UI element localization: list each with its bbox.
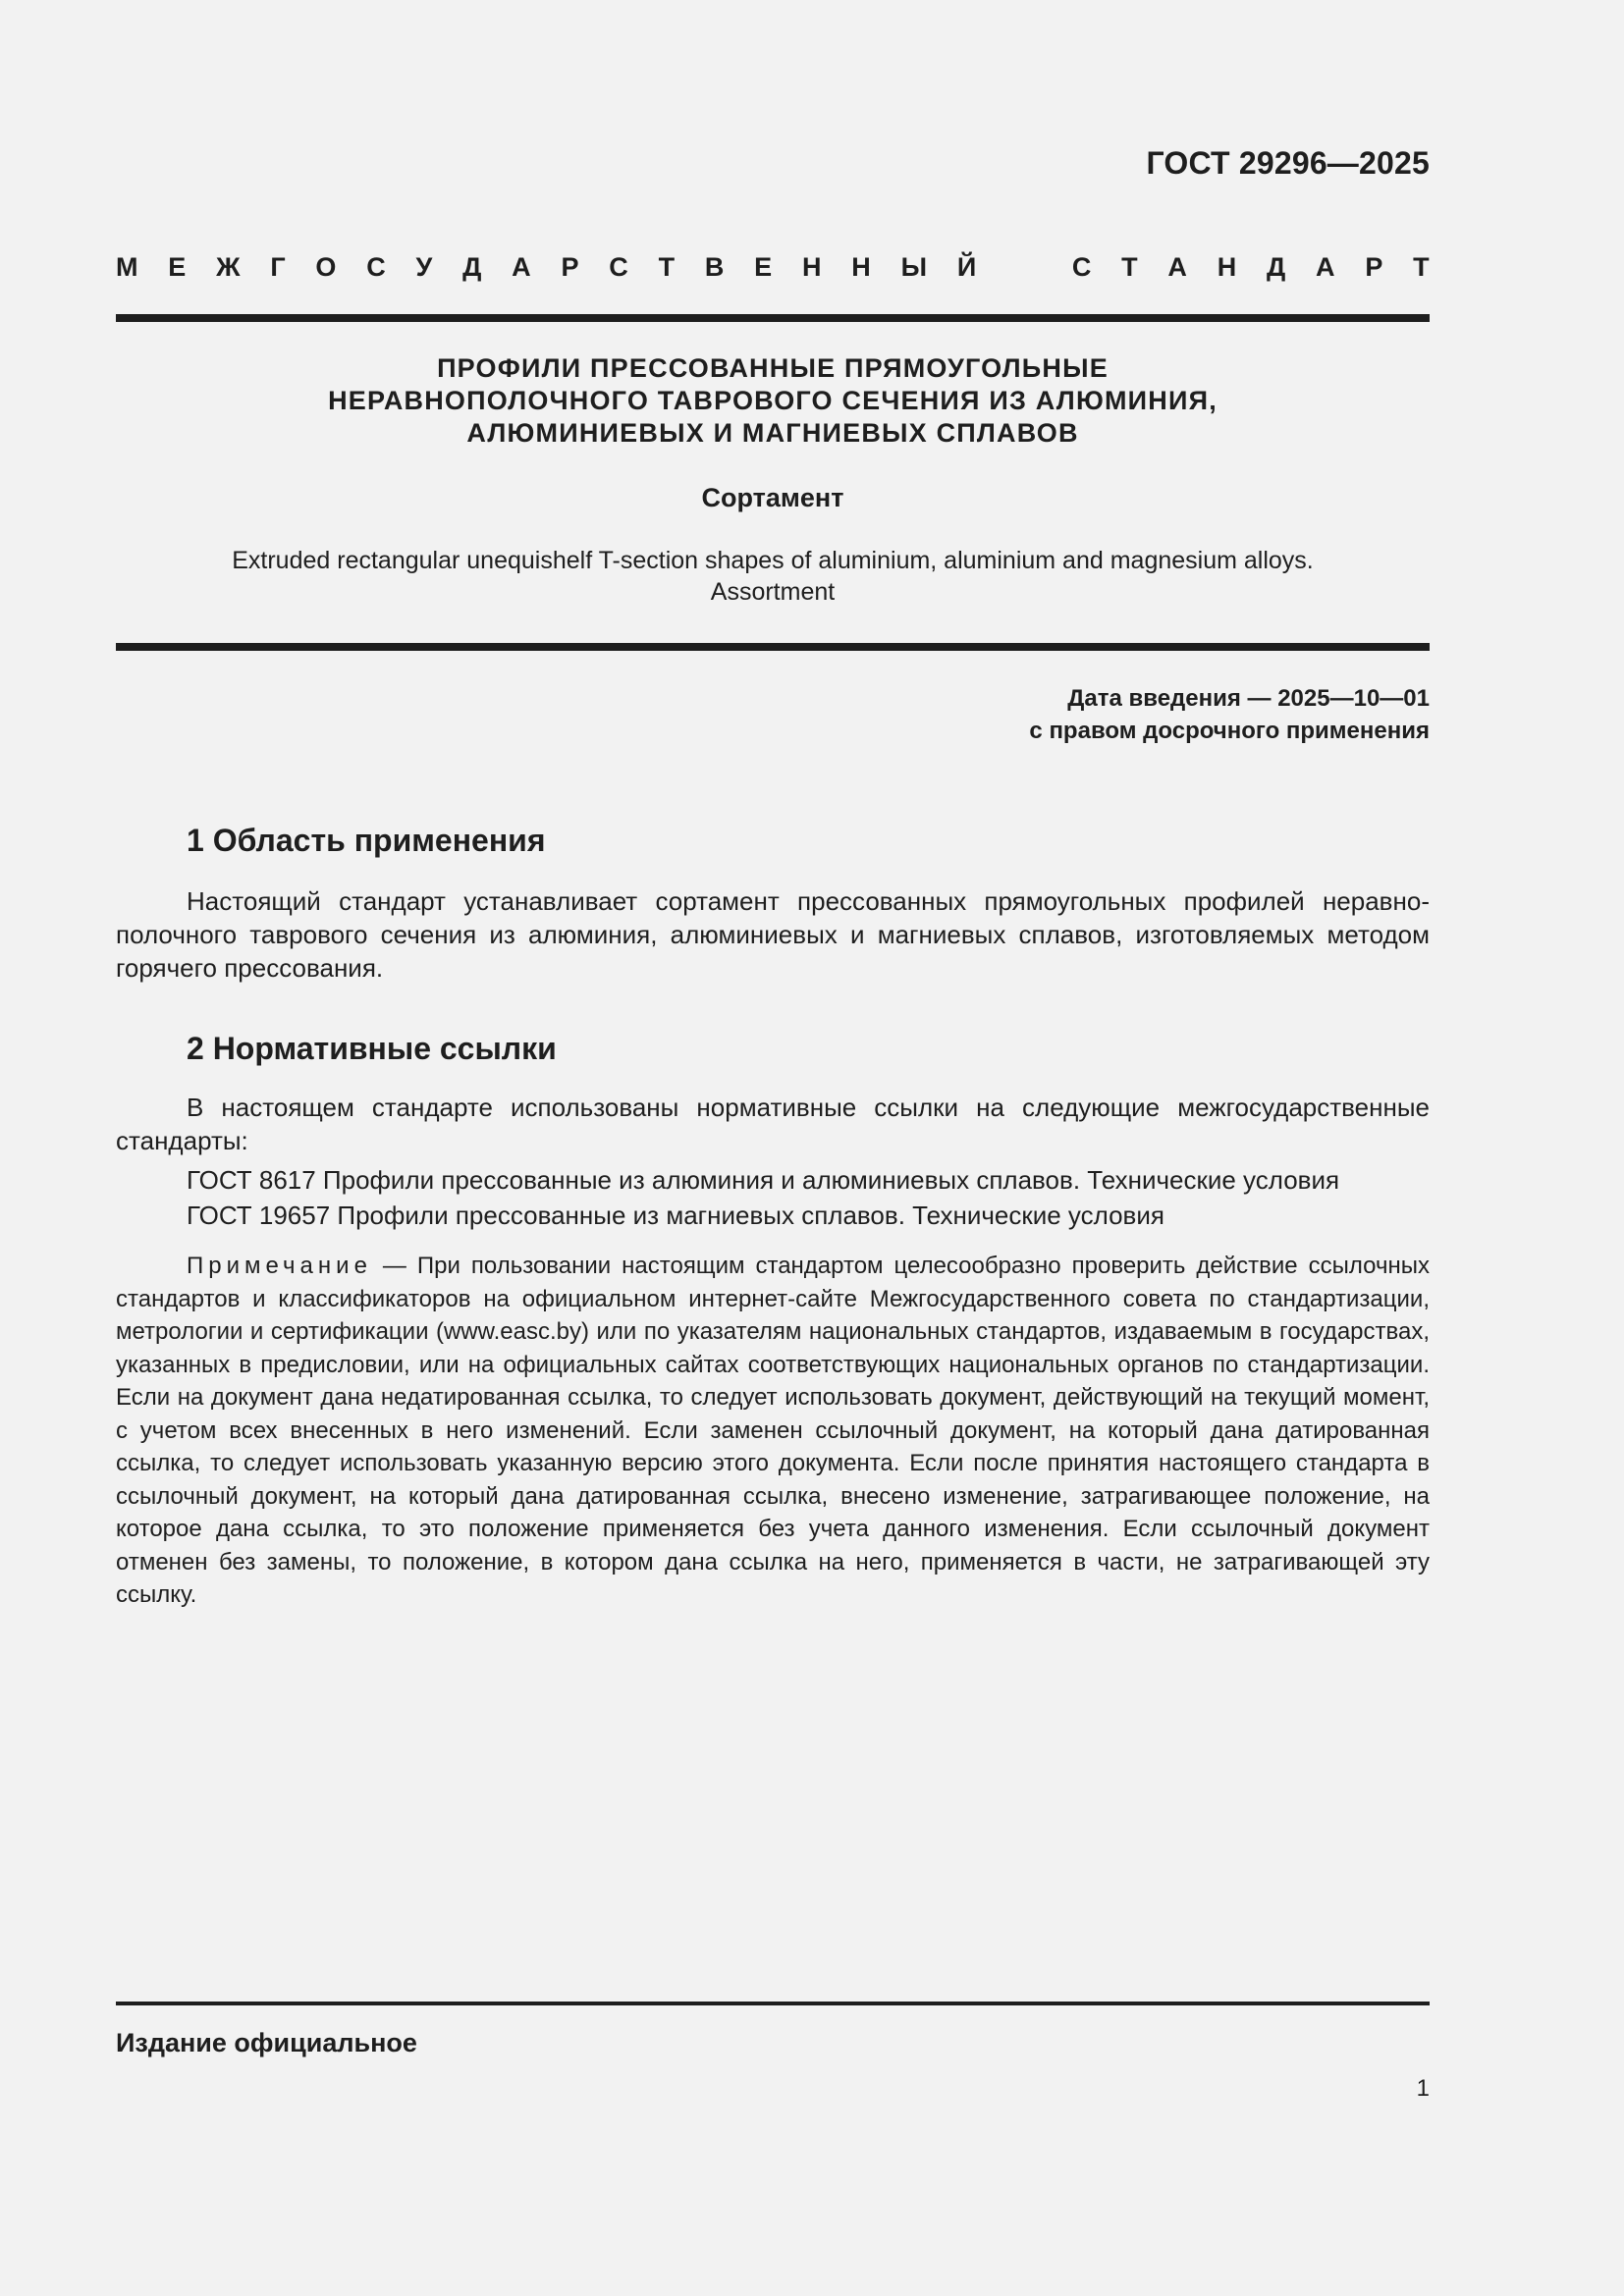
banner-letter: Ы [900,252,928,282]
banner-letter: Н [1217,252,1237,282]
banner-letter: Т [658,252,676,282]
banner-letter: С [1071,252,1092,282]
banner-letter: Р [561,252,579,282]
title-line-1: ПРОФИЛИ ПРЕССОВАННЫЕ ПРЯМОУГОЛЬНЫЕ [437,353,1109,383]
document-title [116,352,1430,450]
banner-letter: С [609,252,628,282]
introduction-date [1029,682,1430,747]
english-title-line-2: Assortment [710,578,836,606]
section-2-text: В настоящем стандарте использованы нормативные ссылки на следующие межгосударственные стандарты: [116,1093,1430,1155]
banner-letter: Т [1121,252,1138,282]
banner-letter: Г [270,252,286,282]
banner-letter: А [1167,252,1187,282]
middle-divider [116,643,1430,651]
document-page [116,0,1430,2296]
section-1-text: Настоящий стандарт устанавливает сортамент прессованных прямоугольных профилей неравнополочного таврового сечения из алюминия, алюминиевых и магниевых сплавов, изготовляемых методом горячего прессования. [116,886,1430,983]
banner-letter: В [704,252,725,282]
page-number: 1 [1416,2075,1430,2102]
title-line-2: НЕРАВНОПОЛОЧНОГО ТАВРОВОГО СЕЧЕНИЯ ИЗ АЛЮМИНИЯ, [328,386,1218,415]
banner-letter: Ж [216,252,241,282]
footer-divider [116,2002,1430,2005]
early-application-line: с правом досрочного применения [1029,718,1430,744]
reference-gost-19657: ГОСТ 19657 Профили прессованные из магниевых сплавов. Технические условия [187,1201,1164,1230]
introduction-date-line: Дата введения — 2025—10—01 [1067,685,1430,712]
document-number: ГОСТ 29296—2025 [1146,145,1430,181]
banner-letter: Р [1365,252,1383,282]
banner-letter: Т [1413,252,1430,282]
document-subtitle: Сортамент [701,483,844,512]
banner-word-gap [1006,252,1042,282]
banner-letter: С [366,252,386,282]
banner-letter: М [116,252,138,282]
banner-letter: Д [462,252,482,282]
note-text: — При пользовании настоящим стандартом целесообразно проверить действие ссылочных стандартов и классификаторов на официальном интернет-сайте Межгосударственного совета по стандартизации, метрологии и сертификации (www.easc.by) или по указателям национальных стандартов, издаваемым в государствах, указанных в предисловии, или на официальных сайтах соответствующих национальных органов по стандартизации. Если на документ дана недатированная ссылка, то следует использовать документ, действующий на текущий момент, с учетом всех внесенных в него изменений. Если заменен ссылочный документ, на который дана датированная ссылка, то следует использовать указанную версию этого документа. Если после принятия настоящего стандарта в ссылочный документ, на который дана датированная ссылка, внесено изменение, затрагивающее положение, на которое дана ссылка, то это положение применяется без учета данного изменения. Если ссылочный документ отменен без замены, то положение, в котором дана ссылка на него, применяется в части, не затрагивающей эту ссылку. [116,1253,1430,1608]
banner-letter: О [315,252,337,282]
top-divider [116,314,1430,322]
english-title-line-1: Extruded rectangular unequishelf T-section shapes of aluminium, aluminium and magnesium alloys. [232,547,1314,574]
note-label: Примечание [187,1253,372,1279]
banner-letter: Д [1267,252,1286,282]
official-edition-label: Издание официальное [116,2028,417,2057]
reference-gost-8617: ГОСТ 8617 Профили прессованные из алюминия и алюминиевых сплавов. Технические условия [187,1165,1340,1195]
section-2-heading: 2 Нормативные ссылки [187,1031,557,1066]
banner-letter: Й [956,252,977,282]
banner-letter: Е [754,252,773,282]
banner-letter: А [1316,252,1335,282]
banner-letter: Н [801,252,822,282]
note-paragraph [116,1250,1430,1612]
title-line-3: АЛЮМИНИЕВЫХ И МАГНИЕВЫХ СПЛАВОВ [466,418,1079,448]
english-title [116,545,1430,608]
banner-letter: Е [168,252,187,282]
banner-letter: Н [851,252,871,282]
banner-letter: У [415,252,433,282]
section-1-heading: 1 Область применения [187,823,546,858]
banner-letter: А [512,252,531,282]
interstate-standard-banner [116,252,1430,282]
